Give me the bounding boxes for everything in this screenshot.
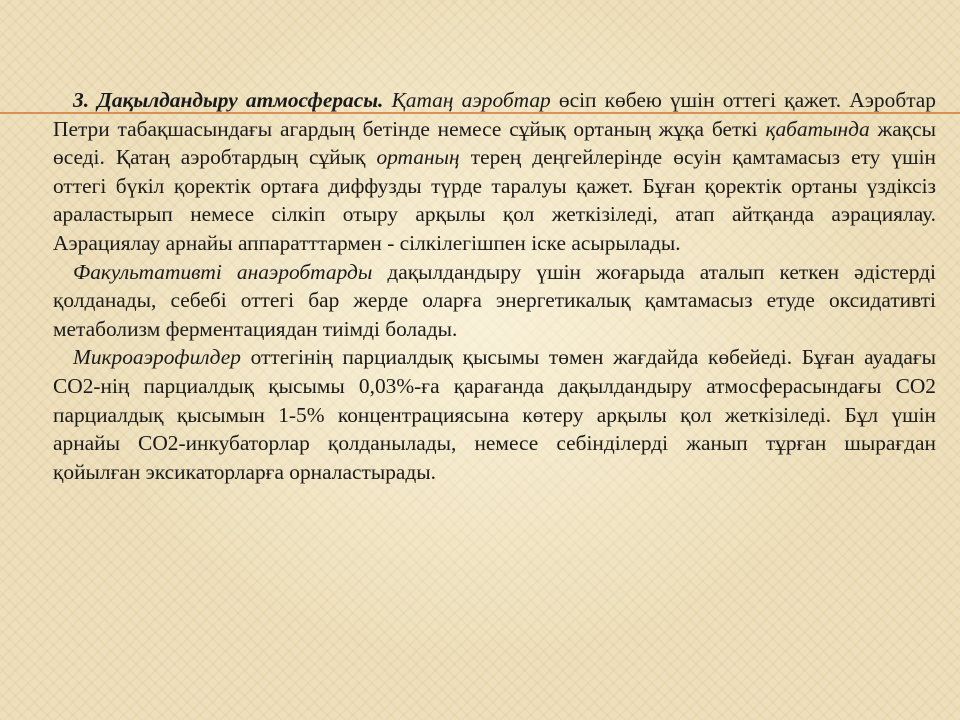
- term-strict-aerobes: Қатаң аэробтар: [391, 88, 551, 112]
- paragraph-2-text: дақылдандыру үшін жоғарыда аталып кеткен әдістерді қолданады, себебі оттегі бар жерде оларға энергетикалық қамтамасыз етуде оксидативті метаболизм ферментациядан тиімді болады.: [53, 259, 936, 341]
- section-heading: 3. Дақылдандыру атмосферасы.: [73, 88, 384, 112]
- slide-text-body: [53, 86, 936, 486]
- paragraph-1-text-3: терең деңгейлерінде өсуін қамтамасыз ету үшін оттегі бүкіл қоректік ортаға диффузды түрде таралуы қажет. Бұған қоректік ортаны үздіксіз араластырып немесе сілкіп отыру арқылы қол жеткізіледі, атап айтқанда аэрациялау. Аэрациялау арнайы аппаратттармен - сілкілегішпен іске асырылады.: [53, 145, 936, 255]
- paragraph-1-text-1: өсіп көбею үшін оттегі қажет. Аэробтар Петри табақшасындағы агардың бетінде немесе сұйық ортаның жұқа беткі: [53, 88, 936, 141]
- paragraph-microaerophiles: [53, 343, 936, 486]
- term-microaerophiles: Микроаэрофилдер: [73, 345, 241, 370]
- paragraph-facultative: [53, 258, 936, 344]
- term-medium: ортаның: [376, 145, 460, 170]
- term-facultative-anaerobes: Факультативті анаэробтарды: [73, 259, 373, 284]
- paragraph-3-text: оттегінің парциалдық қысымы төмен жағдайда көбейеді. Бұған ауадағы СО2-нің парциалдық қысымы 0,03%-ға қарағанда дақылдандыру атмосферасындағы СО2 парциалдық қысымын 1-5% концентрациясына көтеру арқылы қол жеткізіледі. Бұл үшін арнайы СО2-инкубаторлар қолданылады, немесе себінділерді жанып тұрған шырағдан қойылған эксикаторларға орналастырады.: [53, 345, 936, 484]
- paragraph-atmosphere: [53, 86, 936, 258]
- paragraph-1-text-2: жақсы өседі. Қатаң аэробтардың сұйық: [53, 116, 936, 170]
- term-layer: қабатында: [765, 116, 870, 141]
